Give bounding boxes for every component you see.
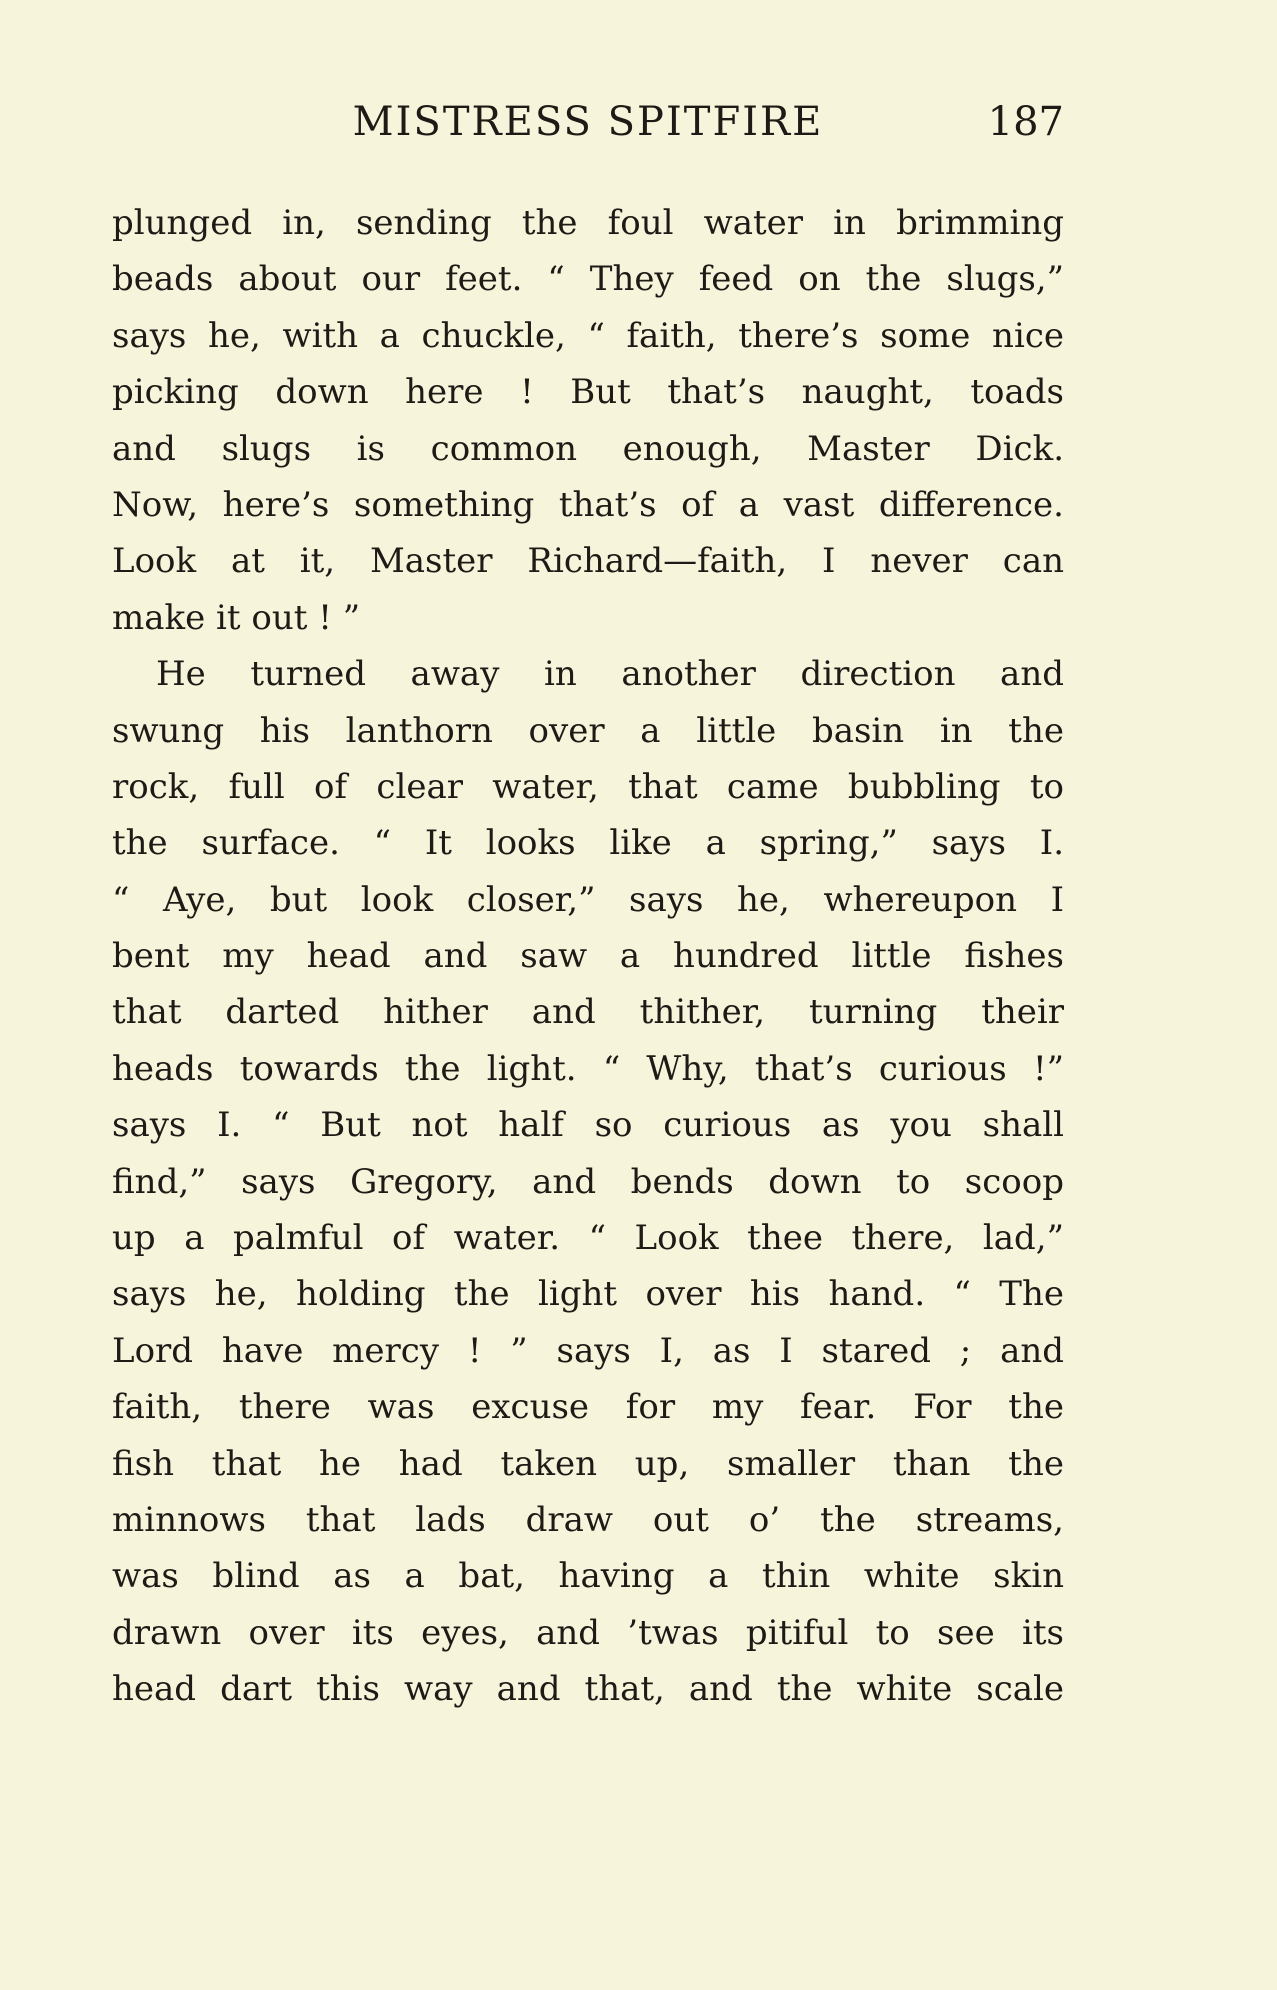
text-line: make it out ! ”	[112, 597, 361, 638]
text-line: beads about our feet. “ They feed on the slugs,”	[112, 259, 1064, 300]
text-line: was blind as a bat, having a thin white skin	[112, 1556, 1064, 1597]
text-line: He turned away in another direction and	[156, 654, 1064, 695]
text-line: Now, here’s something that’s of a vast difference.	[112, 484, 1064, 525]
running-head	[112, 92, 1064, 152]
text-line: that darted hither and thither, turning their	[112, 992, 1064, 1033]
text-line: Look at it, Master Richard—faith, I never can	[112, 541, 1064, 582]
text-line: head dart this way and that, and the white scale	[112, 1669, 1064, 1710]
text-line: faith, there was excuse for my fear. For the	[112, 1387, 1064, 1428]
text-line: says I. “ But not half so curious as you shall	[112, 1105, 1064, 1146]
page-number: 187	[987, 99, 1064, 145]
text-line: Lord have mercy ! ” says I, as I stared ; and	[112, 1330, 1064, 1371]
text-line: up a palmful of water. “ Look thee there, lad,”	[112, 1218, 1064, 1259]
text-line: drawn over its eyes, and ’twas pitiful to see its	[112, 1612, 1064, 1653]
text-line: minnows that lads draw out o’ the streams,	[112, 1499, 1064, 1540]
text-line: find,” says Gregory, and bends down to scoop	[112, 1161, 1064, 1202]
text-line: and slugs is common enough, Master Dick.	[112, 428, 1064, 469]
text-line: heads towards the light. “ Why, that’s curious !”	[112, 1048, 1064, 1089]
text-line: swung his lanthorn over a little basin in the	[112, 710, 1064, 751]
text-line: picking down here ! But that’s naught, toads	[112, 372, 1064, 413]
text-line: fish that he had taken up, smaller than the	[112, 1443, 1064, 1484]
text-line: says he, with a chuckle, “ faith, there’s some nice	[112, 315, 1064, 356]
text-line: says he, holding the light over his hand. “ The	[112, 1274, 1064, 1315]
text-line: rock, full of clear water, that came bubbling to	[112, 766, 1064, 807]
body-text	[112, 195, 1064, 1718]
running-title: MISTRESS SPITFIRE	[352, 99, 824, 145]
text-line: the surface. “ It looks like a spring,” says I.	[112, 823, 1064, 864]
text-line: plunged in, sending the foul water in brimming	[112, 203, 1064, 243]
text-line: bent my head and saw a hundred little fishes	[112, 936, 1064, 977]
text-line: “ Aye, but look closer,” says he, whereupon I	[112, 879, 1064, 920]
